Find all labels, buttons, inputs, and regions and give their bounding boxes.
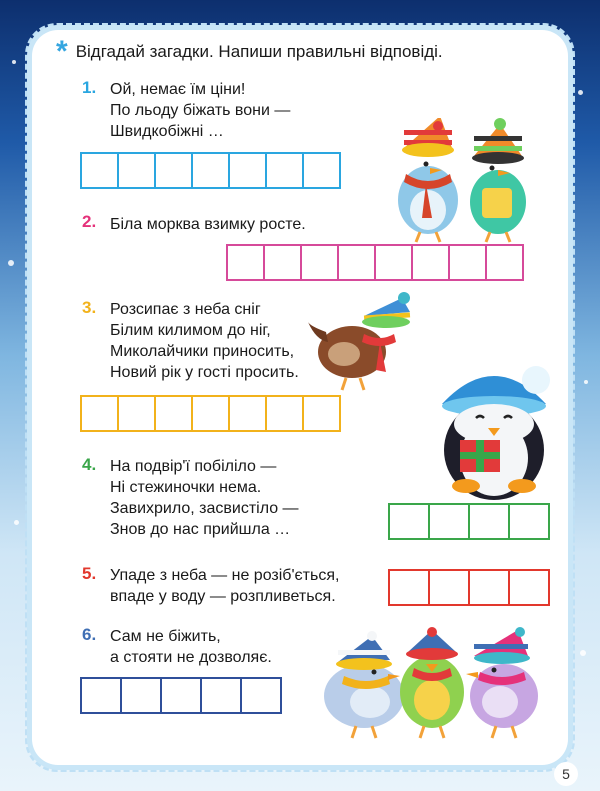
riddle-line: Розсипає з неба сніг [110,301,261,318]
snowflake [14,520,19,525]
riddle-text [110,626,272,668]
answer-cell[interactable] [265,395,304,432]
answer-cell[interactable] [191,152,230,189]
riddle-number: 2. [82,212,97,231]
three-birds-illustration [308,626,552,744]
answer-cell[interactable] [191,395,230,432]
brown-bird-illustration [306,290,418,396]
answer-cell[interactable] [154,395,193,432]
snowflake [580,650,586,656]
answer-cell[interactable] [120,677,162,714]
riddle-line: Ой, немає їм ціни! [110,81,246,98]
answer-cell[interactable] [468,569,510,606]
answer-cell[interactable] [117,395,156,432]
bird-icon [400,627,464,738]
answer-grid [388,569,548,606]
riddle-line: Завихрило, засвистіло — [110,500,299,517]
answer-cell[interactable] [374,244,413,281]
riddle-line: По льоду біжать вони — [110,102,291,119]
star-icon: * [56,35,68,68]
bird-icon [466,627,538,738]
answer-grid [80,152,339,189]
answer-cell[interactable] [240,677,282,714]
answer-cell[interactable] [80,395,119,432]
answer-cell[interactable] [80,677,122,714]
riddle-line: Швидкобіжні … [110,123,224,140]
answer-cell[interactable] [117,152,156,189]
answer-cell[interactable] [468,503,510,540]
snowflake [584,380,588,384]
bird-icon [470,118,526,242]
riddle-line: На подвір'ї побіліло — [110,458,277,475]
riddle-line: впаде у воду — розпливеться. [110,588,336,605]
riddle-number: 6. [82,625,97,644]
answer-cell[interactable] [228,152,267,189]
riddle-number: 4. [82,455,97,474]
answer-grid [80,677,280,714]
answer-cell[interactable] [263,244,302,281]
answer-cell[interactable] [485,244,524,281]
answer-cell[interactable] [388,569,430,606]
answer-grid [80,395,339,432]
snowflake [12,60,16,64]
riddle-text [110,214,306,235]
answer-grid [388,503,548,540]
answer-grid [226,244,522,281]
instruction [56,35,443,68]
answer-cell[interactable] [228,395,267,432]
answer-cell[interactable] [411,244,450,281]
answer-cell[interactable] [80,152,119,189]
answer-cell[interactable] [265,152,304,189]
snowflake [578,90,583,95]
riddle-line: Знов до нас прийшла … [110,521,291,538]
riddle-text [110,565,339,607]
riddle-line: Миколайчики приносить, [110,343,295,360]
answer-cell[interactable] [508,569,550,606]
riddle-line: Ні стежиночки нема. [110,479,262,496]
answer-cell[interactable] [302,395,341,432]
page-number: 5 [554,762,578,786]
riddle-line: Новий рік у гості просить. [110,364,299,381]
answer-cell[interactable] [508,503,550,540]
riddle-text [110,79,290,142]
instruction-text: Відгадай загадки. Напиши правильні відповіді. [75,42,443,61]
riddle-line: а стояти не дозволяє. [110,649,272,666]
riddle-text [110,299,299,383]
riddle-number: 3. [82,298,97,317]
answer-cell[interactable] [448,244,487,281]
riddle-text [110,456,299,540]
answer-cell[interactable] [154,152,193,189]
riddle-line: Білим килимом до ніг, [110,322,271,339]
bird-icon [324,631,404,738]
answer-cell[interactable] [337,244,376,281]
answer-cell[interactable] [388,503,430,540]
snowflake [8,260,14,266]
answer-cell[interactable] [226,244,265,281]
riddle-number: 5. [82,564,97,583]
bird-icon [398,118,458,242]
riddle-line: Біла морква взимку росте. [110,216,306,233]
answer-cell[interactable] [302,152,341,189]
answer-cell[interactable] [300,244,339,281]
answer-cell[interactable] [160,677,202,714]
two-birds-illustration [386,118,536,246]
answer-cell[interactable] [428,503,470,540]
penguin-illustration [432,354,556,500]
riddle-line: Сам не біжить, [110,628,221,645]
riddle-line: Упаде з неба — не розіб'ється, [110,567,340,584]
riddle-number: 1. [82,78,97,97]
answer-cell[interactable] [428,569,470,606]
answer-cell[interactable] [200,677,242,714]
